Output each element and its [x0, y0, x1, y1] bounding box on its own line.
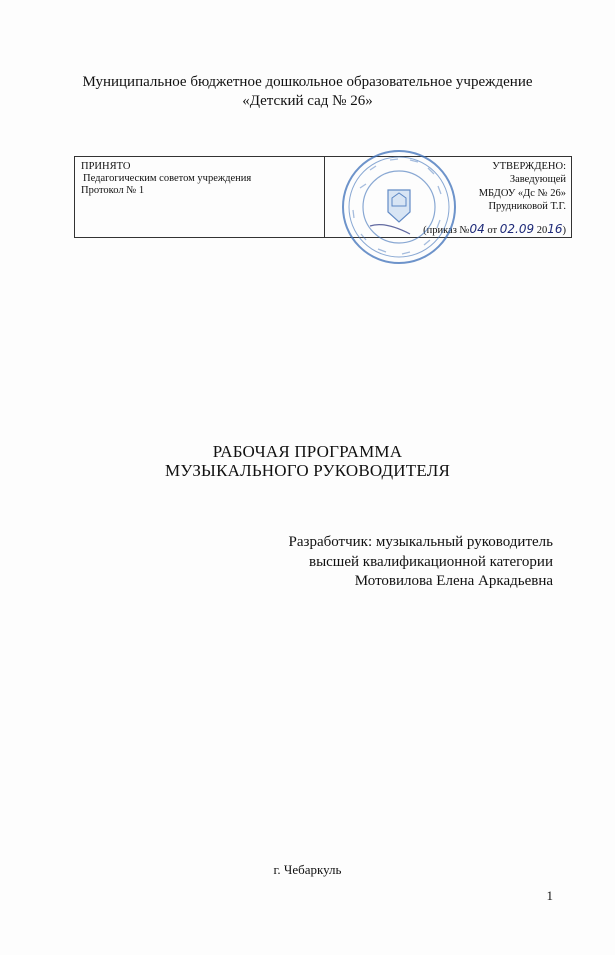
document-subtitle: МУЗЫКАЛЬНОГО РУКОВОДИТЕЛЯ [165, 461, 450, 480]
official-stamp-icon [340, 148, 458, 266]
document-title: РАБОЧАЯ ПРОГРАММА [212, 442, 403, 461]
order-suffix: ) [562, 225, 566, 236]
developer-name: Мотовилова Елена Аркадьевна [354, 573, 553, 589]
order-from: от [487, 225, 498, 236]
head-position: Заведующей [509, 174, 566, 185]
developer-role: Разработчик: музыкальный руководитель [288, 534, 553, 550]
order-year: 16 [547, 222, 563, 236]
organization-abbr: МБДОУ «Дс № 26» [478, 188, 566, 199]
order-date: 02.09 [499, 222, 535, 236]
city-name: г. Чебаркуль [273, 862, 342, 877]
organization-short-name: «Детский сад № 26» [242, 93, 373, 109]
accepted-by: Педагогическим советом учреждения [83, 173, 252, 184]
order-number: 04 [469, 222, 485, 236]
accepted-title: ПРИНЯТО [81, 161, 131, 172]
protocol-number: Протокол № 1 [81, 185, 145, 196]
developer-qualification: высшей квалификационной категории [308, 554, 553, 570]
order-prefix: (приказ № [423, 225, 470, 236]
approval-table [74, 156, 572, 238]
order-year-prefix: 20 [536, 225, 548, 236]
page-number: 1 [546, 888, 553, 903]
approved-title: УТВЕРЖДЕНО: [492, 161, 566, 172]
accepted-cell [75, 157, 325, 237]
head-name: Прудниковой Т.Г. [488, 201, 566, 212]
organization-name: Муниципальное бюджетное дошкольное образовательное учреждение [82, 74, 533, 90]
